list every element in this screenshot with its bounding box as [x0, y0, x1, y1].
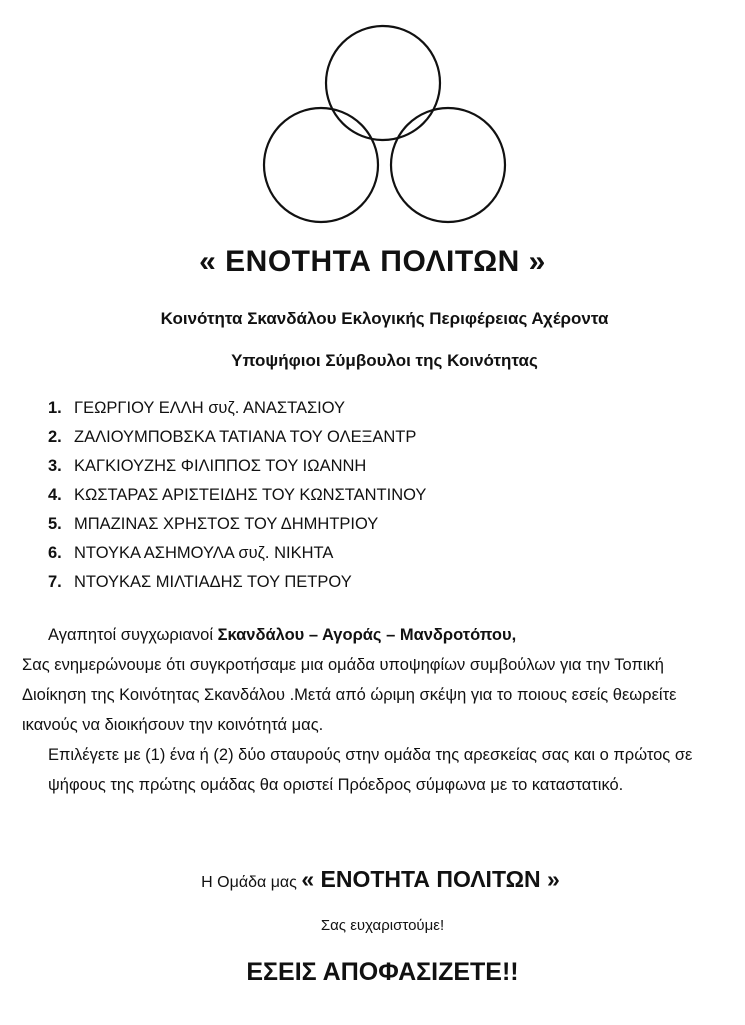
candidate-item [48, 452, 426, 481]
candidate-number: 2. [48, 428, 62, 446]
candidate-list [48, 394, 426, 597]
candidate-item [48, 510, 426, 539]
candidate-number: 1. [48, 399, 62, 417]
logo-top-circle [326, 26, 440, 140]
candidate-item [48, 568, 426, 597]
candidate-item [48, 539, 426, 568]
candidate-item [48, 423, 426, 452]
logo-left-circle [264, 108, 378, 222]
thanks-text: Σας ευχαριστούμε! [320, 917, 445, 934]
paragraph-voting: Επιλέγετε με (1) ένα ή (2) δύο σταυρούς στην ομάδα της αρεσκείας σας και ο πρώτος σε ψήφους της πρώτης ομάδας θα οριστεί Πρόεδρος σύμφωνα με το καταστατικό. [48, 746, 693, 794]
group-name: « ΕΝΟΤΗΤΑ ΠΟΛΙΤΩΝ » [301, 866, 560, 892]
paragraph-info: Σας ενημερώνουμε ότι συγκροτήσαμε μια ομάδα υποψηφίων συμβούλων για την Τοπική Διοίκηση της Κοινότητας Σκανδάλου .Μετά από ώριμη σκέψη για το ποιους εσείς θεωρείτε ικανούς να διοικήσουν την κοινότητά μας. [22, 656, 677, 734]
greeting-text: Αγαπητοί συγχωριανοί [48, 626, 218, 644]
candidate-number: 7. [48, 573, 62, 591]
decide-slogan: ΕΣΕΙΣ ΑΠΟΦΑΣΙΖΕΤΕ!! [246, 958, 519, 986]
candidate-name: ΝΤΟΥΚΑΣ ΜΙΛΤΙΑΔΗΣ ΤΟΥ ΠΕΤΡΟΥ [74, 573, 352, 591]
villages-names: Σκανδάλου – Αγοράς – Μανδροτόπου, [217, 626, 517, 644]
letter-body [22, 620, 722, 800]
candidate-name: ΚΑΓΚΙΟΥΖΗΣ ΦΙΛΙΠΠΟΣ ΤΟΥ ΙΩΑΝΝΗ [74, 457, 367, 475]
candidate-number: 6. [48, 544, 62, 562]
candidate-number: 3. [48, 457, 62, 475]
candidate-name: ΝΤΟΥΚΑ ΑΣΗΜΟΥΛΑ συζ. ΝΙΚΗΤΑ [74, 544, 334, 562]
candidate-name: ΜΠΑΖΙΝΑΣ ΧΡΗΣΤΟΣ ΤΟΥ ΔΗΜΗΤΡΙΟΥ [74, 515, 379, 533]
logo-right-circle [391, 108, 505, 222]
three-circles-logo [255, 10, 515, 225]
candidate-number: 4. [48, 486, 62, 504]
group-line [8, 866, 745, 893]
candidate-item [48, 481, 426, 510]
candidates-heading: Υποψήφιοι Σύμβουλοι της Κοινότητας [231, 351, 538, 370]
community-subtitle: Κοινότητα Σκανδάλου Εκλογικής Περιφέρειας Αχέροντα [160, 309, 609, 328]
candidate-name: ΓΕΩΡΓΙΟΥ ΕΛΛΗ συζ. ΑΝΑΣΤΑΣΙΟΥ [74, 399, 346, 417]
candidate-name: ΚΩΣΤΑΡΑΣ ΑΡΙΣΤΕΙΔΗΣ ΤΟΥ ΚΩΝΣΤΑΝΤΙΝΟΥ [74, 486, 427, 504]
greeting-line [22, 620, 722, 650]
candidate-item [48, 394, 426, 423]
candidate-number: 5. [48, 515, 62, 533]
party-title: « ΕΝΟΤΗΤΑ ΠΟΛΙΤΩΝ » [199, 245, 546, 278]
group-prefix: Η Ομάδα μας [201, 874, 302, 891]
candidate-name: ΖΑΛΙΟΥΜΠΟΒΣΚΑ ΤΑΤΙΑΝΑ ΤΟΥ ΟΛΕΞΑΝΤΡ [74, 428, 417, 446]
